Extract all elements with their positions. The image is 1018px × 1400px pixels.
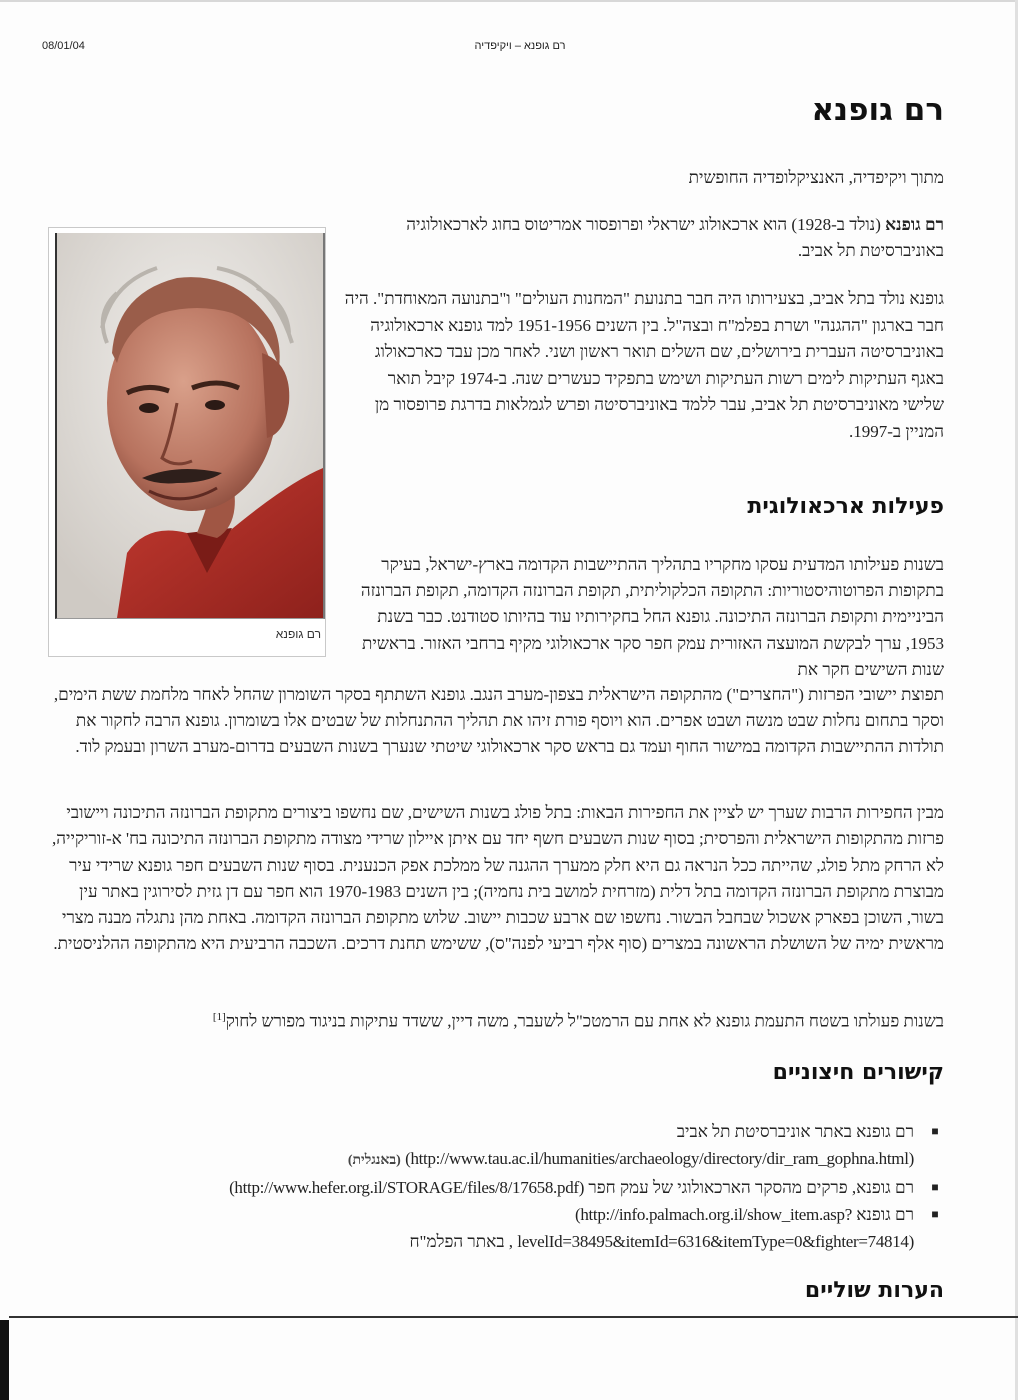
archaeology-paragraph-1b: תפוצת יישובי הפרזות ("החצרים") מהתקופה הישראלית בצפון-מערב הנגב. גופנא השתתף בסקר השומרון שהחל לאחר מלחמת ששת הימים, וסקר בתחום נחלות שבט מנשה ושבט אפרים. הוא ויוסף פורת זיהו את תהליך ההתנחלות של שבטים אלו בשומרון. גופנא הרבה לחקור את תולדות ההתיישבות הקדומה במישור החוף ועמד גם בראש סקר ארכאולוגי שיטתי שנערך בשנות השבעים בדרום-מערב השרון ובעמק לוד. — [53, 685, 944, 757]
archaeology-paragraph-3 — [44, 1004, 944, 1035]
external-link-item[interactable] — [44, 1201, 944, 1255]
section-heading-external-links: קישורים חיצוניים — [772, 1060, 944, 1085]
intro-text: (נולד ב-1928) הוא ארכאולוג ישראלי ופרופסור אמריטוס בחוג לארכאולוגיה באוניברסיטת תל אביב. — [406, 215, 944, 260]
photo-caption: רם גופנא — [275, 627, 321, 641]
bio-paragraph: גופנא נולד בתל אביב, בצעירותו היה חבר בתנועת "המחנות העולים" ו"בתנועה המאוחדת". היה חבר בארגון "ההגנה" ושרת בפלמ"ח ובצה"ל. בין השנים 1951-1956 למד גופנא ארכאולוגיה באוניברסיטה העברית בירושלים, שם השלים תואר ראשון ושני. לאחר מכן עבד כארכאולוג באגף העתיקות לימים רשות העתיקות ושימש בתפקיד כעשרים שנה. ב-1974 קיבל תואר שלישי מאוניברסיטת תל אביב, עבר ללמד באוניברסיטה ופרש לגמלאות בדרגת פרופסור מן המניין ב-1997. — [344, 289, 944, 441]
p3-text: בשנות פעולתו בשטח התעמת גופנא לא אחת עם הרמטכ"ל לשעבר, משה דיין, ששדד עתיקות בניגוד מפורש לחוק — [225, 1011, 944, 1031]
archaeology-paragraph-2: מבין החפירות הרבות שערך יש לציין את החפירות הבאות: בתל פולג בשנות השישים, שם נחשפו ביצורים מתקופת הברונזה התיכונה ויישובי פרזות מהתקופות הישראלית והפרסית; בסוף שנות השבעים חשף יחד עם איתן איילון שרידי מצודה מתקופת הברונזה התיכונה בח' א-זוריקייה, לא הרחק מתל פולג, שהייתה ככל הנראה גם היא חלק ממערך ההגנה של ממלכת אפק הכנענית. בסוף שנות השבעים חפר גופנא שרידי עיר מבוצרת מתקופת הברונזה הקדומה בתל דלית (מזרחית למושב בית נחמיה); בין השנים 1970-1983 הוא חפר עם דן גזית לסירוגין באתר עין בשור, השוכן בפארק אשכול שבחבל הבשור. נחשפו שם ארבע שכבות יישוב. שלוש מתקופת הברונזה הקדומה. באחת מהן נתגלה מבנה מצרי מראשית ימיה של השושלת הראשונה במצרים (סוף אלף רביעי לפנה"ס), ששימש תחנת דרכים. השכבה הרביעית היא מהתקופה ההלניסטית. — [52, 803, 944, 954]
square-bullet-icon: ■ — [931, 1124, 939, 1138]
link-url[interactable]: (http://www.hefer.org.il/STORAGE/files/8/17658.pdf) — [229, 1178, 585, 1197]
left-eye — [139, 403, 159, 413]
square-bullet-icon: ■ — [931, 1207, 939, 1221]
external-link-item[interactable] — [44, 1118, 944, 1174]
portrait-drawing — [57, 233, 323, 618]
scan-edge-top — [0, 0, 1018, 2]
portrait-photo — [55, 233, 325, 619]
link-url[interactable]: (http://www.tau.ac.il/humanities/archaeology/directory/dir_ram_gophna.html) — [405, 1149, 914, 1168]
print-date: 08/01/04 — [42, 40, 85, 52]
square-bullet-icon: ■ — [931, 1180, 939, 1194]
print-doc-title: רם גופנא – ויקיפדיה — [474, 40, 566, 52]
section-heading-footnotes: הערות שוליים — [804, 1278, 944, 1303]
link-suffix: , באתר הפלמ"ח — [409, 1232, 514, 1251]
section-heading-archaeology: פעילות ארכאולוגית — [747, 494, 944, 519]
archaeology-paragraph-1a: בשנות פעילותו המדעית עסקו מחקריו בתהליך ההתיישבות הקדומה בארץ-ישראל, בעיקר בתקופות הפרוטוהיסטוריות: התקופה הכלקוליתית, תקופת הברונזה הקדומה, תקופת הברונזה הביניימית ותקופת הברונזה התיכונה. גופנא החל בחקירותיו עוד בהיותו סטודנט. כבר בשנת 1953, ערך לבקשת המועצה האזורית עמק חפר סקר ארכאולוגי מקיף ברחבי האזור. בראשית שנות השישים חקר את — [360, 555, 944, 679]
link-text[interactable]: רם גופנא — [856, 1205, 914, 1224]
scan-edge-left — [0, 1320, 9, 1400]
link-text[interactable]: רם גופנא באתר אוניברסיטת תל אביב — [676, 1122, 914, 1141]
external-links-list — [44, 1118, 944, 1255]
article-title: רם גופנא — [811, 92, 944, 128]
scan-edge-bottom — [9, 1316, 1018, 1318]
footnote-ref[interactable]: [1] — [212, 1011, 226, 1023]
link-text[interactable]: רם גופנא, פרקים מהסקר הארכאולוגי של עמק חפר — [588, 1178, 914, 1197]
link-language-note: (באנגלית) — [347, 1153, 401, 1168]
link-url[interactable]: (http://info.palmach.org.il/show_item.asp? — [574, 1205, 852, 1224]
article-tagline: מתוך ויקיפדיה, האנציקלופדיה החופשית — [688, 168, 944, 187]
right-eye — [205, 400, 225, 410]
external-link-item[interactable] — [44, 1174, 944, 1201]
intro-paragraph — [384, 212, 944, 264]
intro-name: רם גופנא — [885, 215, 944, 234]
link-url-continued[interactable]: levelId=38495&itemId=6316&itemType=0&fighter=74814) — [517, 1232, 914, 1251]
